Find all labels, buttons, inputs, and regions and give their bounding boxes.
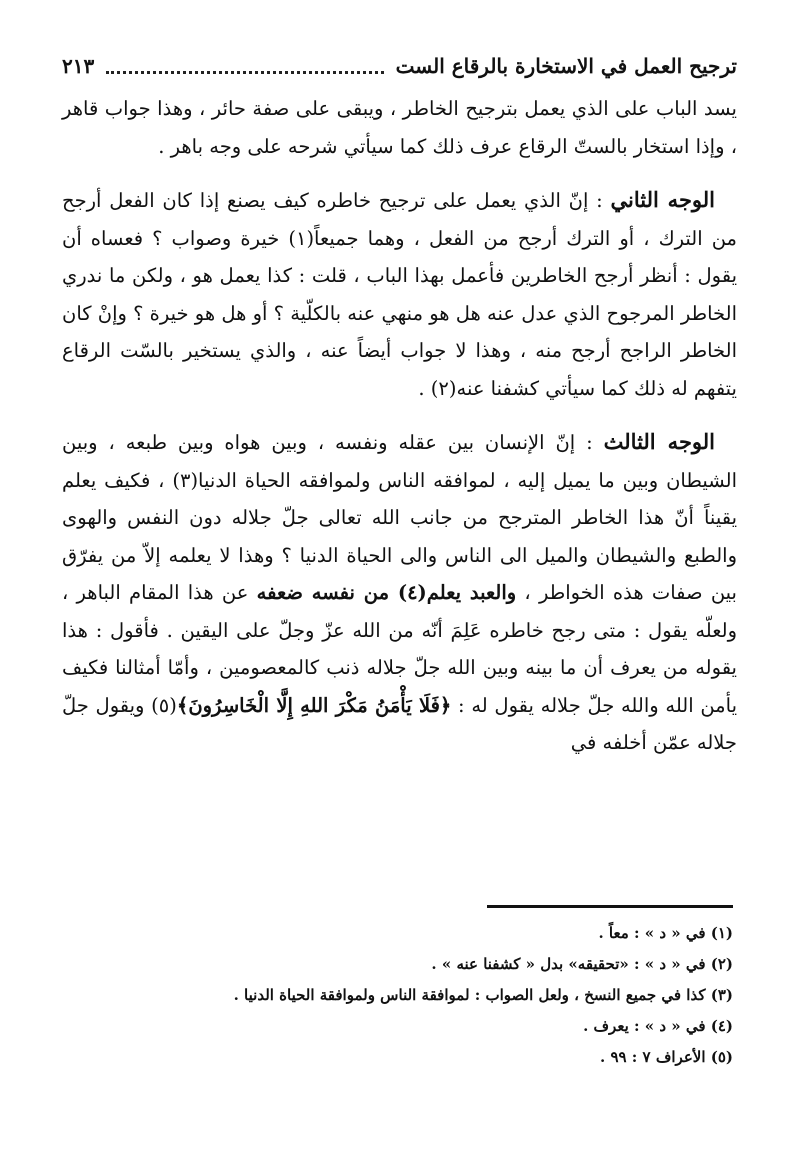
leader-dots (106, 71, 383, 74)
footnote-5: (٥) الأعراف ٧ : ٩٩ . (599, 1048, 733, 1066)
paragraph-2 (62, 181, 737, 407)
footnotes (62, 918, 733, 1073)
paragraph-2-text: : إنّ الذي يعمل على ترجيح خاطره كيف يصنع إذا كان الفعل أرجح من الترك ، أو الترك أرجح من الفعل ، وهما جميعاً(١) خيرة وصواب ؟ فعساه أن يقول : أنظر أرجح الخاطرين فأعمل بهذا الباب ، قلت : كذا يعمل هو ، ولكن ما ندري الخاطر المرجوح الذي عدل عنه هل هو منهي عنه بالكلّية ؟ أو هل هو خيرة ؟ وإنْ كان الخاطر الراجح أرجح منه ، وهذا لا جواب أيضاً عنه ، والذي يستخير بالسّت الرقاع يتفهم له ذلك كما سيأتي كشفنا عنه(٢) . (62, 189, 737, 400)
footnote-separator (487, 905, 733, 908)
paragraph-3-text-c: (٥) ويقول جلّ جلاله عمّن أخلفه في (62, 693, 737, 754)
footnote-4: (٤) في « د » : يعرف . (583, 1017, 733, 1035)
footnote-2: (٢) في « د » : «تحقيقه» بدل « كشفنا عنه » . (431, 955, 733, 973)
section-heading-second-aspect: الوجه الثاني (610, 187, 716, 212)
page-number: ٢١٣ (62, 54, 95, 78)
main-text (62, 90, 737, 762)
paragraph-3-text-b: عن هذا المقام الباهر ، ولعلّه يقول : متى رجح خاطره عَلِمَ أنّه من الله عزّ وجلّ على اليقين . فأقول : هذا يقوله من يعرف أن ما بينه وبين الله جلّ جلاله ذنب كالمعصومين ، وأمّا أمثالنا فكيف يأمن الله والله جلّ جلاله يقول له : (62, 581, 738, 717)
section-heading-third-aspect: الوجه الثالث (603, 429, 716, 454)
running-title: ترجيح العمل في الاستخارة بالرقاع الست (395, 54, 737, 78)
paragraph-1: يسد الباب على الذي يعمل بترجيح الخاطر ، ويبقى على صفة حائر ، وهذا جواب قاهر ، وإذا استخار بالستّ الرقاع عرف ذلك كما سيأتي شرحه على وجه باهر . (62, 97, 737, 158)
quran-quote: ﴿فَلَا يَأْمَنُ مَكْرَ اللهِ إِلَّا الْخَاسِرُونَ﴾ (176, 693, 452, 717)
paragraph-3-text-a: : إنّ الإنسان بين عقله ونفسه ، وبين هواه وبين طبعه ، وبين الشيطان وبين ما يميل إليه ، لموافقه الناس ولموافقه الحياة الدنيا(٣) ، فكيف يعلم يقيناً أنّ هذا الخاطر المترجح من جانب الله تعالى جلّ جلاله دون النفس والهوى والطبع والشيطان والميل الى الناس والى الحياة الدنيا ؟ وهذا لا يعلمه إلاّ من يفرّق بين صفات هذه الخواطر ، (62, 431, 737, 604)
paragraph-3-bold-phrase: والعبد يعلم(٤) من نفسه ضعفه (256, 581, 517, 604)
footnote-3: (٣) كذا في جميع النسخ ، ولعل الصواب : لموافقة الناس ولموافقة الحياة الدنيا . (233, 986, 733, 1004)
paragraph-3 (62, 423, 737, 762)
running-header (62, 48, 737, 84)
footnote-1: (١) في « د » : معاً . (598, 924, 733, 942)
